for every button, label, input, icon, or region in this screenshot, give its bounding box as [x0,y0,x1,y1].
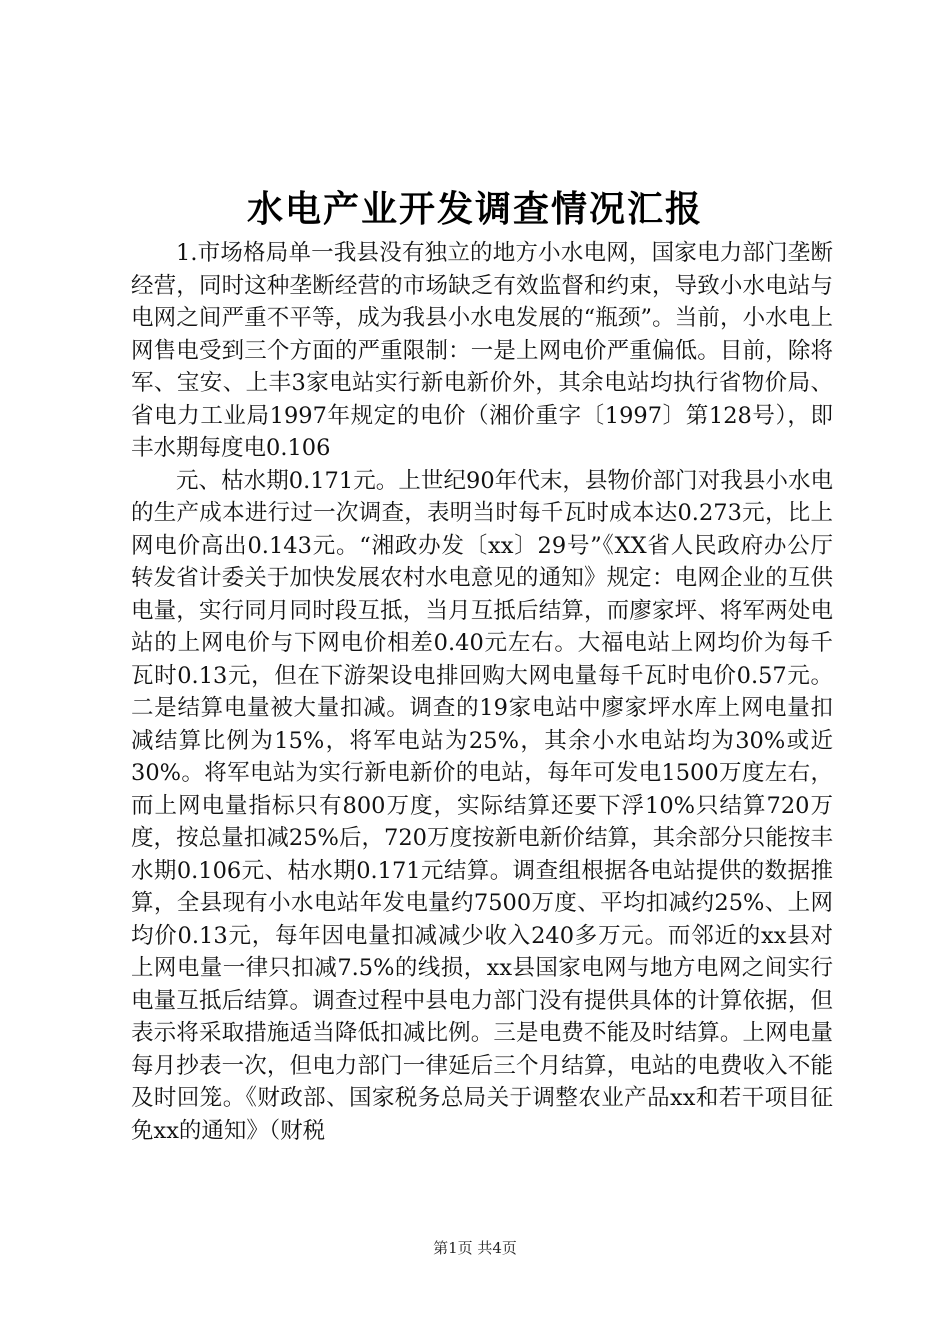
body-paragraph: 元、枯水期0.171元。上世纪90年代末，县物价部门对我县小水电的生产成本进行过一次调查，表明当时每千瓦时成本达0.273元，比上网电价高出0.143元。“湘政办发〔xx〕29号”《XX省人民政府办公厅转发省计委关于加快发展农村水电意见的通知》规定：电网企业的互供电量，实行同月同时段互抵，当月互抵后结算，而廖家坪、将军两处电站的上网电价与下网电价相差0.40元左右。大福电站上网均价为每千瓦时0.13元，但在下游架设电排回购大网电量每千瓦时电价0.57元。二是结算电量被大量扣减。调查的19家电站中廖家坪水库上网电量扣减结算比例为15%，将军电站为25%，其余小水电站均为30%或近30%。将军电站为实行新电新价的电站，每年可发电1500万度左右，而上网电量指标只有800万度，实际结算还要下浮10%只结算720万度，按总量扣减25%后，720万度按新电新价结算，其余部分只能按丰水期0.106元、枯水期0.171元结算。调查组根据各电站提供的数据推算，全县现有小水电站年发电量约7500万度、平均扣减约25%、上网均价0.13元，每年因电量扣减减少收入240多万元。而邻近的xx县对上网电量一律只扣减7.5%的线损，xx县国家电网与地方电网之间实行电量互抵后结算。调查过程中县电力部门没有提供具体的计算依据，但表示将采取措施适当降低扣减比例。三是电费不能及时结算。上网电量每月抄表一次，但电力部门一律延后三个月结算，电站的电费收入不能及时回笼。《财政部、国家税务总局关于调整农业产品xx和若干项目征免xx的通知》（财税 [131,467,833,1144]
body-paragraph: 1.市场格局单一我县没有独立的地方小水电网，国家电力部门垄断经营，同时这种垄断经营的市场缺乏有效监督和约束，导致小水电站与电网之间严重不平等，成为我县小水电发展的“瓶颈”。当前，小水电上网售电受到三个方面的严重限制：一是上网电价严重偏低。目前，除将军、宝安、上丰3家电站实行新电新价外，其余电站均执行省物价局、省电力工业局1997年规定的电价（湘价重字〔1997〕第128号），即丰水期每度电0.106 [131,240,833,461]
document-body [131,237,833,1147]
document-title: 水电产业开发调查情况汇报 [246,188,703,230]
page-number-footer: 第1页 共4页 [433,1239,517,1257]
